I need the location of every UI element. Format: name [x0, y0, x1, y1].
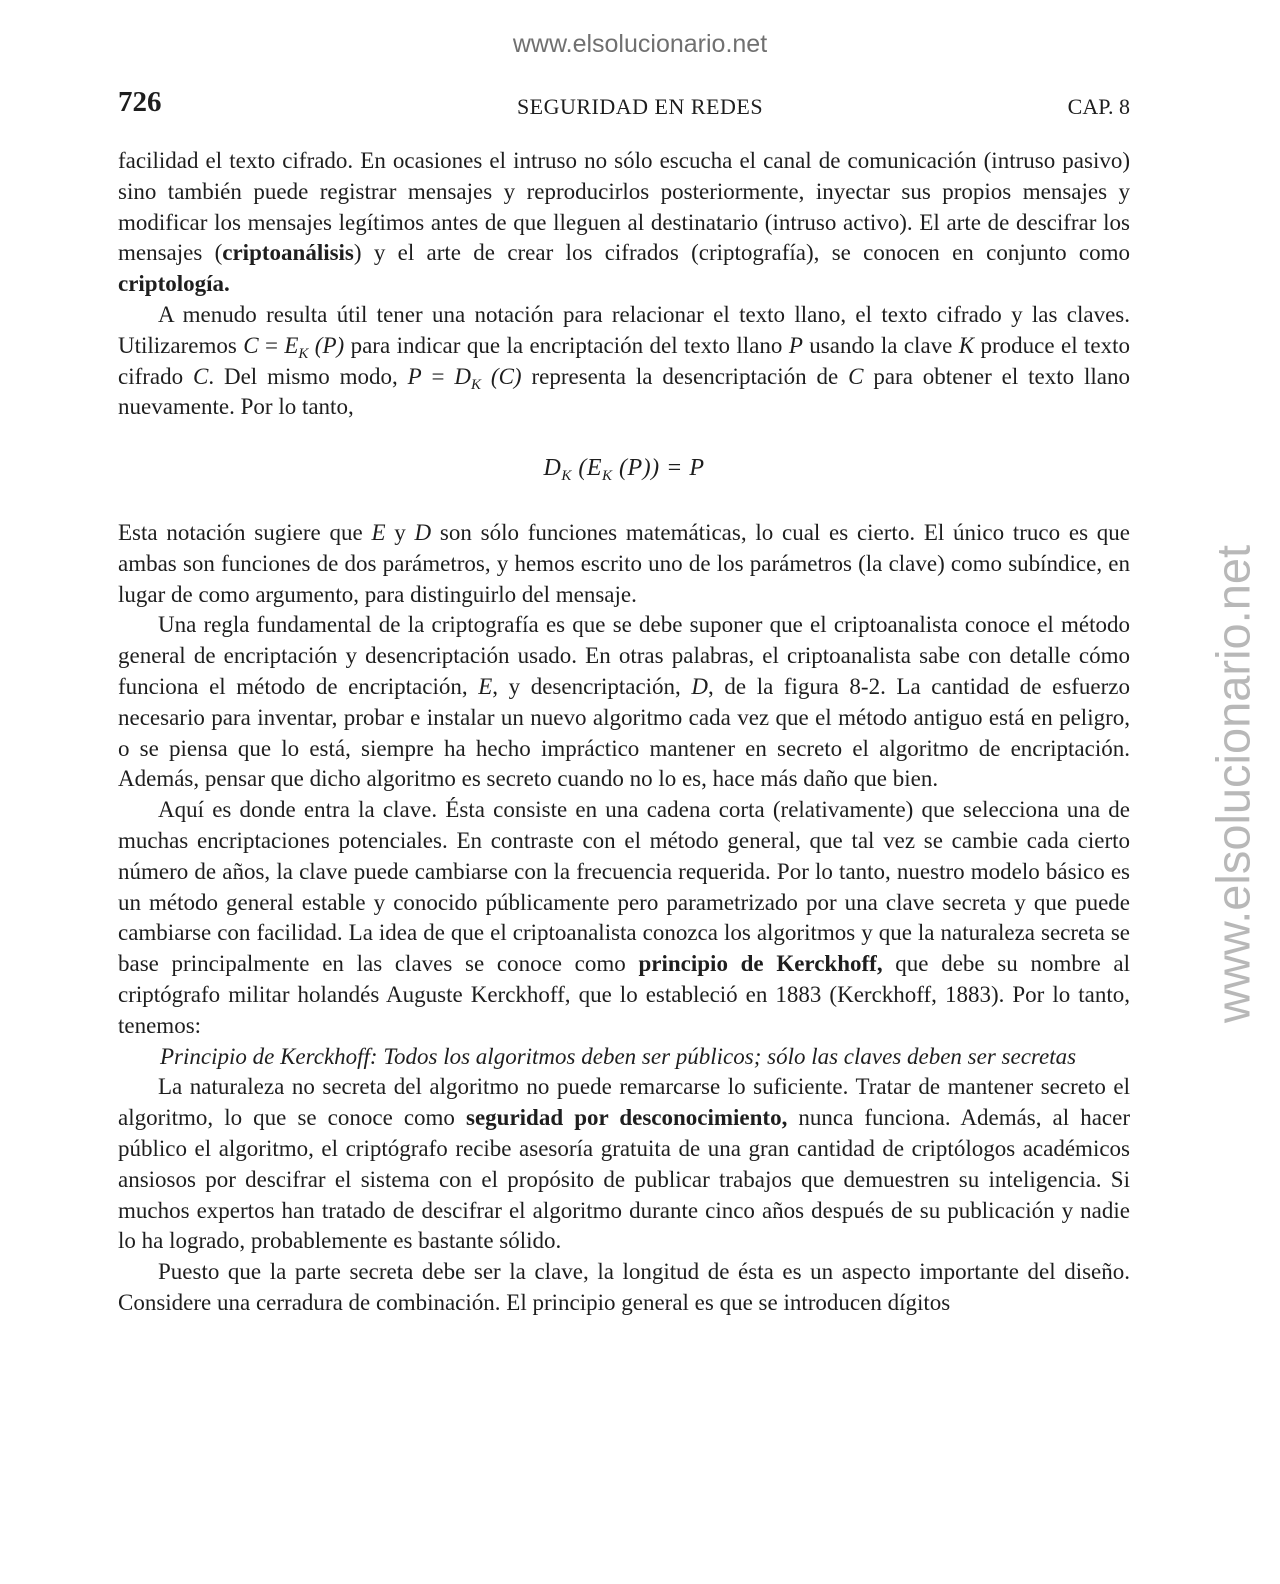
running-title: SEGURIDAD EN REDES	[516, 94, 764, 119]
text: Esta notación sugiere que	[118, 519, 372, 545]
math: C	[243, 332, 259, 358]
text: que debe su nombre al criptógrafo militar holandés Auguste Kerckhoff, que lo estableció en 1883 (Kerckhoff, 1883). Por lo tanto, tenemos:	[118, 951, 1131, 1038]
text: produce el texto cifrado	[118, 332, 1130, 389]
math: E	[284, 332, 299, 358]
term-seguridad-desconocimiento: seguridad por desconocimiento,	[466, 1105, 788, 1131]
math-subscript: K	[561, 468, 572, 485]
paragraph-2	[118, 300, 1130, 423]
math: D	[691, 673, 709, 699]
kerckhoff-principle: Principio de Kerckhoff: Todos los algoritmos deben ser públicos; sólo las claves deben ser secretas	[160, 1043, 1077, 1069]
paragraph-1	[118, 146, 1130, 300]
math: D	[543, 455, 562, 482]
text: usando la clave	[802, 332, 959, 358]
text: representa la desencriptación de	[521, 363, 849, 389]
text: Una regla fundamental de la criptografía es que se debe suponer que el criptoanalista conoce el método general de encriptación y desencriptación usado. En otras palabras, el criptoanalista sabe con detalle cómo funciona el método de encriptación,	[118, 612, 1130, 699]
math-subscript: K	[471, 376, 482, 393]
paragraph-4	[118, 610, 1130, 795]
text: nunca funciona. Además, al hacer público el algoritmo, el criptógrafo recibe asesoría gratuita de una gran cantidad de criptólogos académicos ansiosos por descifrar el sistema con el propósito de publicar trabajos que demuestren su inteligencia. Si muchos expertos han tratado de descifrar el algoritmo durante cinco años después de su publicación y nadie lo ha logrado, probablemente es bastante sólido.	[118, 1105, 1130, 1254]
text: facilidad el texto cifrado. En ocasiones el intruso no sólo escucha el canal de comunicación (intruso pasivo) sino también puede registrar mensajes y reproducirlos posteriormente, inyectar sus propios mensajes y modificar los mensajes legítimos antes de que lleguen al destinatario (intruso activo). El arte de descifrar los mensajes (	[118, 148, 1130, 266]
term-criptoanalisis: criptoanálisis	[222, 240, 354, 266]
math: (E	[571, 455, 602, 482]
text: La naturaleza no secreta del algoritmo no puede remarcarse lo suficiente. Tratar de mantener secreto el algoritmo, lo que se conoce como	[118, 1074, 1130, 1131]
math: P	[788, 332, 803, 358]
math: (C)	[481, 363, 522, 389]
text: son sólo funciones matemáticas, lo cual es cierto. El único truco es que ambas son funciones de dos parámetros, y hemos escrito uno de los parámetros (la clave) como subíndice, en lugar de como argumento, para distinguirlo del mensaje.	[118, 519, 1131, 607]
body-text	[118, 146, 1130, 1319]
math: E	[371, 519, 386, 545]
math: K	[958, 332, 975, 358]
text: , y desencriptación,	[492, 673, 692, 699]
math: C	[848, 363, 864, 389]
math: C	[193, 363, 209, 389]
term-principio-kerckhoff: principio de Kerckhoff,	[638, 951, 883, 977]
text: para indicar que la encriptación del texto llano	[344, 332, 789, 358]
text: Puesto que la parte secreta debe ser la clave, la longitud de ésta es un aspecto importante del diseño. Considere una cerradura de combinación. El principio general es que se introducen dígitos	[118, 1259, 1130, 1315]
page-number: 726	[118, 86, 162, 118]
math: D	[414, 519, 432, 545]
formula-decrypt-encrypt	[118, 453, 1130, 484]
math: (P)) = P	[612, 455, 705, 482]
math-subscript: K	[298, 345, 309, 362]
chapter-label: CAP. 8	[1067, 94, 1130, 119]
text: A menudo resulta útil tener una notación para relacionar el texto llano, el texto cifrado y las claves. Utilizaremos	[118, 301, 1130, 358]
term-criptologia: criptología.	[118, 271, 230, 297]
text: ) y el arte de crear los cifrados (criptografía), se conocen en conjunto como	[353, 240, 1130, 266]
paragraph-7	[118, 1257, 1130, 1319]
text: y	[385, 519, 415, 545]
text: Aquí es donde entra la clave. Ésta consiste en una cadena corta (relativamente) que selecciona una de muchas encriptaciones potenciales. En contraste con el método general, que tal vez se cambie cada cierto número de años, la clave puede cambiarse con la frecuencia requerida. Por lo tanto, nuestro modelo básico es un método general estable y conocido públicamente pero parametrizado por una clave secreta y que puede cambiarse con facilidad. La idea de que el criptoanalista conozca los algoritmos y que la naturaleza secreta se base principalmente en las claves se conoce como	[118, 797, 1130, 977]
text: para obtener el texto llano nuevamente. Por lo tanto,	[118, 363, 1130, 420]
math: (P)	[308, 332, 345, 358]
text: . Del mismo modo,	[208, 363, 408, 389]
paragraph-6	[118, 1072, 1130, 1257]
math: =	[421, 363, 455, 389]
math-subscript: K	[602, 468, 613, 485]
math: E	[478, 673, 493, 699]
math: P	[407, 363, 422, 389]
math: =	[258, 332, 285, 358]
paragraph-5	[118, 795, 1130, 1041]
text: , de la figura 8-2. La cantidad de esfuerzo necesario para inventar, probar e instalar un nuevo algoritmo cada vez que el método antiguo está en peligro, o se piensa que lo está, siempre ha hecho impráctico mantener en secreto el algoritmo de encriptación. Además, pensar que dicho algoritmo es secreto cuando no lo es, hace más daño que bien.	[118, 673, 1131, 792]
math: D	[454, 363, 472, 389]
paragraph-3	[118, 518, 1130, 610]
watermark-side-text: www.elsolucionario.net	[1206, 544, 1260, 1024]
watermark-top: www.elsolucionario.net	[512, 30, 768, 58]
